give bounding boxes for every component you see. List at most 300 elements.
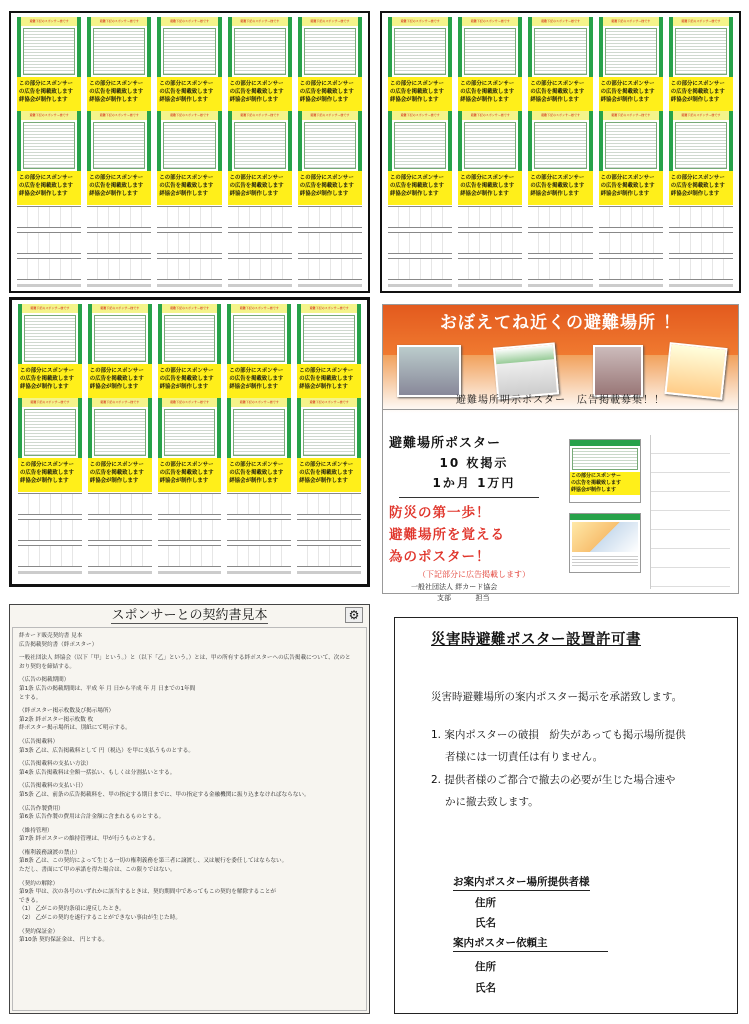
sponsor-line-3: 絆協会が制作します <box>600 191 650 197</box>
mini-poster-header: 避難下記のスポンサー様です <box>298 111 362 120</box>
sponsor-line-1: この部分にスポンサー <box>600 81 655 87</box>
mini-form <box>157 205 221 288</box>
sponsor-line-3: 絆協会が制作します <box>229 97 279 103</box>
mini-poster-sponsor-area <box>388 77 452 111</box>
mini-form <box>158 492 222 575</box>
mini-poster-sponsor-area <box>297 364 361 398</box>
mini-poster-header: 避難下記のスポンサー様です <box>228 17 292 26</box>
mini-poster-sponsor-area <box>297 458 361 492</box>
mini-poster-sponsor-area <box>18 364 82 398</box>
mini-poster-header: 避難下記のスポンサー様です <box>599 111 663 120</box>
permit-item-2a: 2. 提供者様のご都合で撤去の必要が生じた場合速や <box>431 774 676 786</box>
mini-poster <box>17 17 81 111</box>
sponsor-line-3: 絆協会が制作します <box>460 97 509 103</box>
contract-body <box>12 627 367 1011</box>
mini-form <box>528 205 592 288</box>
sponsor-line-3: 絆協会が制作します <box>20 384 69 390</box>
mini-poster-table <box>227 407 291 458</box>
requester-address-label: 住所 <box>475 961 496 973</box>
photo-evac-site-2 <box>593 345 643 397</box>
mini-poster-header: 避難下記のスポンサー様です <box>18 398 82 407</box>
mini-poster-sponsor-area <box>388 171 452 205</box>
sponsor-line-3: 絆協会が制作します <box>299 384 348 390</box>
mini-poster <box>298 17 362 111</box>
mini-poster <box>599 111 663 205</box>
mini-poster-table <box>458 26 522 77</box>
mini-poster-table <box>158 407 222 458</box>
sponsor-line-3: 絆協会が制作します <box>229 384 278 390</box>
mini-form <box>87 205 151 288</box>
contract-line: 第1条 広告の掲載期間は、平成 年 月 日から平成 年 月 日までの1年間 <box>19 685 196 692</box>
mini-poster <box>88 304 152 398</box>
contract-line: （権利義務譲渡の禁止） <box>19 849 81 856</box>
ad-red-line-2: 避難場所を覚える <box>389 527 505 543</box>
mini-poster-table <box>669 26 733 77</box>
mini-poster <box>458 17 522 111</box>
sponsor-line-2: の広告を掲載致します <box>600 89 655 95</box>
sponsor-line-3: 絆協会が制作します <box>20 478 69 484</box>
contract-line: 絆ポスター掲示場所は、別紙にて明示する。 <box>19 725 131 732</box>
sponsor-line-1: この部分にスポンサー <box>299 81 354 87</box>
sponsor-line-2: の広告を掲載致します <box>159 470 214 476</box>
sponsor-line-3: 絆協会が制作します <box>390 97 439 103</box>
sponsor-line-3: 絆協会が制作します <box>229 191 279 197</box>
sponsor-line-2: の広告を掲載致します <box>390 183 444 189</box>
sponsor-line-1: この部分にスポンサー <box>229 462 284 468</box>
mini-poster-sponsor-area <box>88 458 152 492</box>
mini-form <box>17 205 81 288</box>
mini-form <box>227 492 291 575</box>
mini-poster <box>18 304 82 398</box>
mini-poster-sponsor-area <box>599 171 663 205</box>
mini-poster <box>17 111 81 205</box>
mini-poster-header: 避難下記のスポンサー様です <box>528 17 592 26</box>
mini-poster-table <box>18 407 82 458</box>
contract-line: 第6条 広告作製の費用は合計金額に含まれるものとする。 <box>19 814 165 821</box>
sponsor-line-2: の広告を掲載致します <box>600 183 655 189</box>
ad-red-line-3: 為のポスター！ <box>389 549 491 565</box>
mini-poster-header: 避難下記のスポンサー様です <box>88 304 152 313</box>
mini-poster <box>88 398 152 492</box>
ad-note: （下記部分に広告掲載します） <box>418 570 530 579</box>
mini-poster-header: 避難下記のスポンサー様です <box>87 17 151 26</box>
sponsor-line-3: 絆協会が制作します <box>159 384 209 390</box>
sponsor-line-1: この部分にスポンサー <box>530 175 585 181</box>
mini-poster-header: 避難下記のスポンサー様です <box>298 17 362 26</box>
mini-poster-sponsor-area <box>528 171 592 205</box>
mini-poster-sponsor-area <box>458 171 522 205</box>
ad-flyer <box>382 304 739 602</box>
mini-poster <box>388 111 452 205</box>
mini-poster-table <box>458 120 522 171</box>
contract-line: （広告の掲載期間） <box>19 677 70 684</box>
sponsor-line-3: 絆協会が制作します <box>159 478 209 484</box>
mini-poster-sponsor-area <box>228 171 292 205</box>
mini-poster-table <box>298 120 362 171</box>
permit-item-1a: 1. 案内ポスターの破損 紛失があっても掲示場所提供 <box>431 729 686 741</box>
contract-line: 第5条 乙は、前条の広告掲載料を、甲の指定する期日までに、甲の指定する金融機関に振り込まなければならない。 <box>19 791 310 798</box>
mini-poster-table <box>87 26 151 77</box>
gear-icon[interactable]: ⚙ <box>345 607 363 623</box>
sponsor-line-2: の広告を掲載致します <box>89 376 144 382</box>
mini-poster <box>388 17 452 111</box>
sponsor-line-3: 絆協会が制作します <box>19 191 68 197</box>
ad-headline: おぼえてね近くの避難場所 ！ <box>383 305 738 355</box>
mini-poster <box>528 111 592 205</box>
sponsor-line-1: この部分にスポンサー <box>670 175 725 181</box>
divider <box>399 497 539 498</box>
contract-line: 第3条 乙は、広告掲載料として 円（税込）を甲に支払うものとする。 <box>19 747 194 754</box>
permit-item-1b: 者様には一切責任は有りません。 <box>445 751 604 763</box>
contract-line: おり契約を締結する。 <box>19 663 75 670</box>
mini-poster-sponsor-area <box>157 77 221 111</box>
sponsor-line-3: 絆協会が制作します <box>530 97 579 103</box>
mini-poster-sponsor-area <box>17 171 81 205</box>
ad-body <box>389 435 559 604</box>
mini-poster-sponsor-area <box>298 171 362 205</box>
contract-line: 第2条 絆ポスター掲示枚数 枚 <box>19 716 94 723</box>
mini-poster-header: 避難下記のスポンサー様です <box>297 398 361 407</box>
sponsor-line-3: 絆協会が制作します <box>89 97 138 103</box>
sponsor-line-3: 絆協会が制作します <box>19 97 68 103</box>
mini-poster <box>158 398 222 492</box>
mini-poster <box>528 17 592 111</box>
mini-poster <box>157 111 221 205</box>
sponsor-line-2: の広告を掲載致します <box>299 376 354 382</box>
mini-poster <box>227 398 291 492</box>
mini-poster-table <box>297 313 361 364</box>
mini-poster-table <box>158 313 222 364</box>
sponsor-line-1: この部分にスポンサー <box>299 368 354 374</box>
mini-poster-sponsor-area <box>17 77 81 111</box>
sponsor-line-1: この部分にスポンサー <box>20 368 74 374</box>
sponsor-line-2: の広告を掲載致します <box>19 89 73 95</box>
sponsor-line-1: この部分にスポンサー <box>600 175 655 181</box>
mini-poster-sponsor-area <box>227 458 291 492</box>
contract-line: （広告掲載料の支払い方法） <box>19 761 92 768</box>
permit-document <box>394 617 738 1014</box>
sponsor-line-1: この部分にスポンサー <box>460 81 515 87</box>
sponsor-line-2: の広告を掲載致します <box>530 183 585 189</box>
sheet-grid <box>11 13 368 292</box>
sponsor-line-3: 絆協会が制作します <box>299 478 348 484</box>
mini-poster-sponsor-area <box>88 364 152 398</box>
sponsor-line-1: この部分にスポンサー <box>89 462 144 468</box>
mini-poster <box>297 304 361 398</box>
mini-poster-table <box>87 120 151 171</box>
mini-poster <box>669 111 733 205</box>
mini-poster-header: 避難下記のスポンサー様です <box>388 111 452 120</box>
sponsor-line-3: 絆協会が制作します <box>159 97 208 103</box>
sponsor-line-2: の広告を掲載致します <box>460 183 515 189</box>
contract-line: ただし、書面にて甲の承諾を得た場合は、この限りではない。 <box>19 867 176 874</box>
mini-poster-table <box>528 26 592 77</box>
mini-poster-table <box>227 313 291 364</box>
mini-poster <box>228 17 292 111</box>
mini-poster-header: 避難下記のスポンサー様です <box>599 17 663 26</box>
ad-subtitle: 避難場所明示ポスター 広告掲載募集！！ <box>383 393 738 410</box>
ad-org: 一般社団法人 絆カード協会 <box>411 583 498 591</box>
mini-poster-table <box>528 120 592 171</box>
mini-poster-table <box>88 407 152 458</box>
sponsor-line-2: の広告を掲載致します <box>670 89 725 95</box>
sponsor-line-1: この部分にスポンサー <box>159 368 214 374</box>
mini-poster-sponsor-area <box>528 77 592 111</box>
mini-poster-table <box>228 26 292 77</box>
sponsor-line-2: の広告を掲載致します <box>299 470 354 476</box>
mini-poster-table <box>297 407 361 458</box>
sponsor-line-1: この部分にスポンサー <box>89 368 144 374</box>
mini-poster <box>669 17 733 111</box>
mini-poster-sponsor-area <box>157 171 221 205</box>
contract-line: （契約保証金） <box>19 928 59 935</box>
sponsor-line-2: の広告を掲載致します <box>390 89 444 95</box>
mini-poster-sponsor-area <box>599 77 663 111</box>
mini-poster-header: 避難下記のスポンサー様です <box>388 17 452 26</box>
mini-poster <box>599 17 663 111</box>
sponsor-line-2: の広告を掲載致します <box>229 376 284 382</box>
sponsor-line-2: の広告を掲載致します <box>530 89 585 95</box>
sponsor-line-1: この部分にスポンサー <box>159 462 214 468</box>
contract-line: とする。 <box>19 694 42 701</box>
mini-poster-header: 避難下記のスポンサー様です <box>227 304 291 313</box>
mini-poster-header: 避難下記のスポンサー様です <box>17 17 81 26</box>
mini-poster-table <box>17 26 81 77</box>
sponsor-line-1: この部分にスポンサー <box>159 175 214 181</box>
contract-line: 第8条 乙は、この契約によって生じる一切の権利義務を第三者に譲渡し、又は履行を委任してはならない。 <box>19 858 288 865</box>
mini-poster <box>227 304 291 398</box>
mini-poster-header: 避難下記のスポンサー様です <box>17 111 81 120</box>
ad-grid-lines <box>650 435 730 589</box>
mini-poster-header: 避難下記のスポンサー様です <box>157 111 221 120</box>
provider-address-label: 住所 <box>475 897 496 909</box>
photo-map <box>664 342 727 400</box>
sponsor-line-2: の広告を掲載致します <box>229 183 284 189</box>
mini-poster-header: 避難下記のスポンサー様です <box>157 17 221 26</box>
mini-poster-table <box>88 313 152 364</box>
mini-form <box>298 205 362 288</box>
provider-heading: お案内ポスター場所提供者様 <box>453 875 590 891</box>
mini-poster <box>158 304 222 398</box>
sponsor-line-2: の広告を掲載致します <box>229 89 284 95</box>
sponsor-line-3: 絆協会が制作します <box>89 384 139 390</box>
mini-poster-header: 避難下記のスポンサー様です <box>297 304 361 313</box>
sheet-grid <box>12 300 367 579</box>
sponsor-line-3: 絆協会が制作します <box>460 191 509 197</box>
poster-sheet-1 <box>9 11 370 293</box>
requester-heading: 案内ポスター依頼主 <box>453 936 608 952</box>
mini-poster-sponsor-area <box>158 458 222 492</box>
mini-poster-sponsor-area <box>228 77 292 111</box>
mini-poster-sponsor-area <box>158 364 222 398</box>
sponsor-line-2: の広告を掲載致します <box>299 183 354 189</box>
sponsor-line-1: この部分にスポンサー <box>19 81 73 87</box>
contract-title: スポンサーとの契約書見本 <box>111 608 268 623</box>
mini-poster-table <box>599 26 663 77</box>
mini-poster-sponsor-area <box>669 171 733 205</box>
mini-poster <box>458 111 522 205</box>
contract-line: 広告掲載契約書（絆ポスター） <box>19 641 98 648</box>
contract-line: 第4条 広告掲載料は全額一括払い、もしくは分割払いとする。 <box>19 769 176 776</box>
mini-poster-header: 避難下記のスポンサー様です <box>18 304 82 313</box>
permit-title: 災害時避難ポスター設置許可書 <box>431 632 641 648</box>
sponsor-line-3: 絆協会が制作します <box>670 191 720 197</box>
sponsor-line-2: の広告を掲載致します <box>460 89 515 95</box>
contract-line: （維持管理） <box>19 827 53 834</box>
mini-poster-header: 避難下記のスポンサー様です <box>228 111 292 120</box>
mini-poster-sponsor-area <box>87 77 151 111</box>
sample-sponsor-line-3: 絆協会が制作します <box>571 487 617 493</box>
sheet-grid <box>382 13 739 292</box>
mini-form <box>669 205 733 288</box>
sponsor-line-1: この部分にスポンサー <box>229 368 284 374</box>
sponsor-line-1: この部分にスポンサー <box>229 81 284 87</box>
mini-poster <box>297 398 361 492</box>
mini-poster-header: 避難下記のスポンサー様です <box>88 398 152 407</box>
contract-line: （絆ポスター掲示枚数及び掲示場所） <box>19 708 115 715</box>
mini-poster-sponsor-area <box>227 364 291 398</box>
contract-sample <box>9 604 370 1014</box>
requester-name-label: 氏名 <box>475 982 496 994</box>
ad-count: 10 枚掲示 <box>439 456 509 470</box>
sponsor-line-2: の広告を掲載致します <box>89 183 144 189</box>
mini-poster-header: 避難下記のスポンサー様です <box>458 17 522 26</box>
sponsor-line-1: この部分にスポンサー <box>670 81 725 87</box>
sponsor-line-1: この部分にスポンサー <box>89 81 144 87</box>
sponsor-line-2: の広告を掲載致します <box>89 89 144 95</box>
mini-poster-table <box>388 120 452 171</box>
contract-line: （広告掲載料の支払い日） <box>19 783 87 790</box>
mini-poster-sponsor-area <box>87 171 151 205</box>
ad-price: 1か月 1万円 <box>432 476 516 490</box>
ad-dept: 支部 <box>437 594 451 602</box>
mini-form <box>88 492 152 575</box>
sample-poster-map <box>569 513 641 573</box>
mini-poster-table <box>157 26 221 77</box>
mini-poster-table <box>599 120 663 171</box>
sponsor-line-1: この部分にスポンサー <box>460 175 515 181</box>
mini-poster-header: 避難下記のスポンサー様です <box>528 111 592 120</box>
contract-line: 第9条 甲は、次の各号のいずれかに該当するときは、契約期間中であってもこの契約を解除することが <box>19 889 277 896</box>
form-row <box>17 205 362 288</box>
mini-poster <box>87 111 151 205</box>
sponsor-line-3: 絆協会が制作します <box>89 478 139 484</box>
mini-poster-header: 避難下記のスポンサー様です <box>227 398 291 407</box>
sponsor-line-1: この部分にスポンサー <box>299 175 354 181</box>
mini-poster-header: 避難下記のスポンサー様です <box>669 111 733 120</box>
contract-line: （契約の解除） <box>19 880 59 887</box>
permit-item-2b: かに撤去致します。 <box>445 796 539 808</box>
mini-poster-sponsor-area <box>669 77 733 111</box>
contract-line: （2） 乙がこの契約を遂行することができない事由が生じた時。 <box>19 915 181 922</box>
sponsor-line-2: の広告を掲載致します <box>670 183 725 189</box>
mini-poster <box>228 111 292 205</box>
contract-line: （広告作製費用） <box>19 805 64 812</box>
ad-red-line-1: 防災の第一歩！ <box>389 505 491 521</box>
mini-poster-table <box>18 313 82 364</box>
sponsor-line-2: の広告を掲載致します <box>19 183 73 189</box>
sponsor-line-1: この部分にスポンサー <box>530 81 585 87</box>
sponsor-line-3: 絆協会が制作します <box>530 191 579 197</box>
mini-poster-header: 避難下記のスポンサー様です <box>87 111 151 120</box>
mini-poster-header: 避難下記のスポンサー様です <box>158 304 222 313</box>
mini-form <box>388 205 452 288</box>
mini-poster-header: 避難下記のスポンサー様です <box>158 398 222 407</box>
mini-poster-table <box>388 26 452 77</box>
photo-evac-site-1 <box>397 345 461 397</box>
mini-poster-sponsor-area <box>298 77 362 111</box>
sponsor-line-1: この部分にスポンサー <box>390 81 444 87</box>
provider-name-label: 氏名 <box>475 917 496 929</box>
mini-poster-sponsor-area <box>458 77 522 111</box>
poster-sheet-3 <box>9 297 370 587</box>
sample-poster-table <box>569 439 641 503</box>
photo-poster-closeup <box>493 342 559 399</box>
mini-poster-header: 避難下記のスポンサー様です <box>458 111 522 120</box>
mini-poster-header: 避難下記のスポンサー様です <box>669 17 733 26</box>
mini-poster-table <box>17 120 81 171</box>
mini-poster-sponsor-area <box>18 458 82 492</box>
sample-sponsor-line-1: この部分にスポンサー <box>571 473 622 479</box>
contract-line: 一般社団法人 絆協会（以下「甲」という。）と（以下「乙」という。）とは、甲の所有する絆ポスターへの広告掲載について、次のと <box>19 655 351 662</box>
mini-poster <box>18 398 82 492</box>
permit-intro: 災害時避難場所の案内ポスター掲示を承諾致します。 <box>431 691 683 703</box>
sponsor-line-1: この部分にスポンサー <box>19 175 73 181</box>
ad-samples <box>567 435 734 589</box>
sponsor-line-3: 絆協会が制作します <box>299 191 349 197</box>
contract-line: 第10条 契約保証金は、 円とする。 <box>19 937 108 944</box>
sponsor-line-3: 絆協会が制作します <box>159 191 208 197</box>
sponsor-line-3: 絆協会が制作します <box>299 97 349 103</box>
mini-poster-table <box>298 26 362 77</box>
mini-poster-table <box>228 120 292 171</box>
contract-line: （広告掲載料） <box>19 738 59 745</box>
mini-poster <box>157 17 221 111</box>
sponsor-line-1: この部分にスポンサー <box>20 462 74 468</box>
mini-form <box>599 205 663 288</box>
sponsor-line-2: の広告を掲載致します <box>89 470 144 476</box>
contract-line: 第7条 絆ポスターの維持管理は、甲が行うものとする。 <box>19 836 159 843</box>
sponsor-line-3: 絆協会が制作します <box>390 191 439 197</box>
mini-form <box>297 492 361 575</box>
ad-title: 避難場所ポスター <box>389 436 502 451</box>
sponsor-line-3: 絆協会が制作します <box>229 478 278 484</box>
form-row <box>18 492 361 575</box>
sponsor-line-2: の広告を掲載致します <box>159 183 214 189</box>
sponsor-line-2: の広告を掲載致します <box>299 89 354 95</box>
poster-sheet-2 <box>380 11 741 293</box>
sample-sponsor-line-2: の広告を掲載致します <box>571 480 622 486</box>
sponsor-line-3: 絆協会が制作します <box>89 191 138 197</box>
form-row <box>388 205 733 288</box>
ad-person: 担当 <box>475 594 490 602</box>
sponsor-line-3: 絆協会が制作します <box>670 97 720 103</box>
contract-line: 絆カード販売契約書 見本 <box>19 633 83 639</box>
sponsor-line-2: の広告を掲載致します <box>159 89 214 95</box>
contract-line: できる。 <box>19 897 42 904</box>
contract-line: （1） 乙がこの契約条項に違反したとき。 <box>19 906 125 913</box>
sponsor-line-2: の広告を掲載致します <box>159 376 214 382</box>
sponsor-line-2: の広告を掲載致します <box>229 470 284 476</box>
mini-form <box>458 205 522 288</box>
mini-poster-table <box>157 120 221 171</box>
sponsor-line-2: の広告を掲載致します <box>20 376 74 382</box>
sponsor-line-3: 絆協会が制作します <box>600 97 650 103</box>
sponsor-line-1: この部分にスポンサー <box>89 175 144 181</box>
sponsor-line-2: の広告を掲載致します <box>20 470 74 476</box>
sponsor-line-1: この部分にスポンサー <box>390 175 444 181</box>
mini-poster-table <box>669 120 733 171</box>
